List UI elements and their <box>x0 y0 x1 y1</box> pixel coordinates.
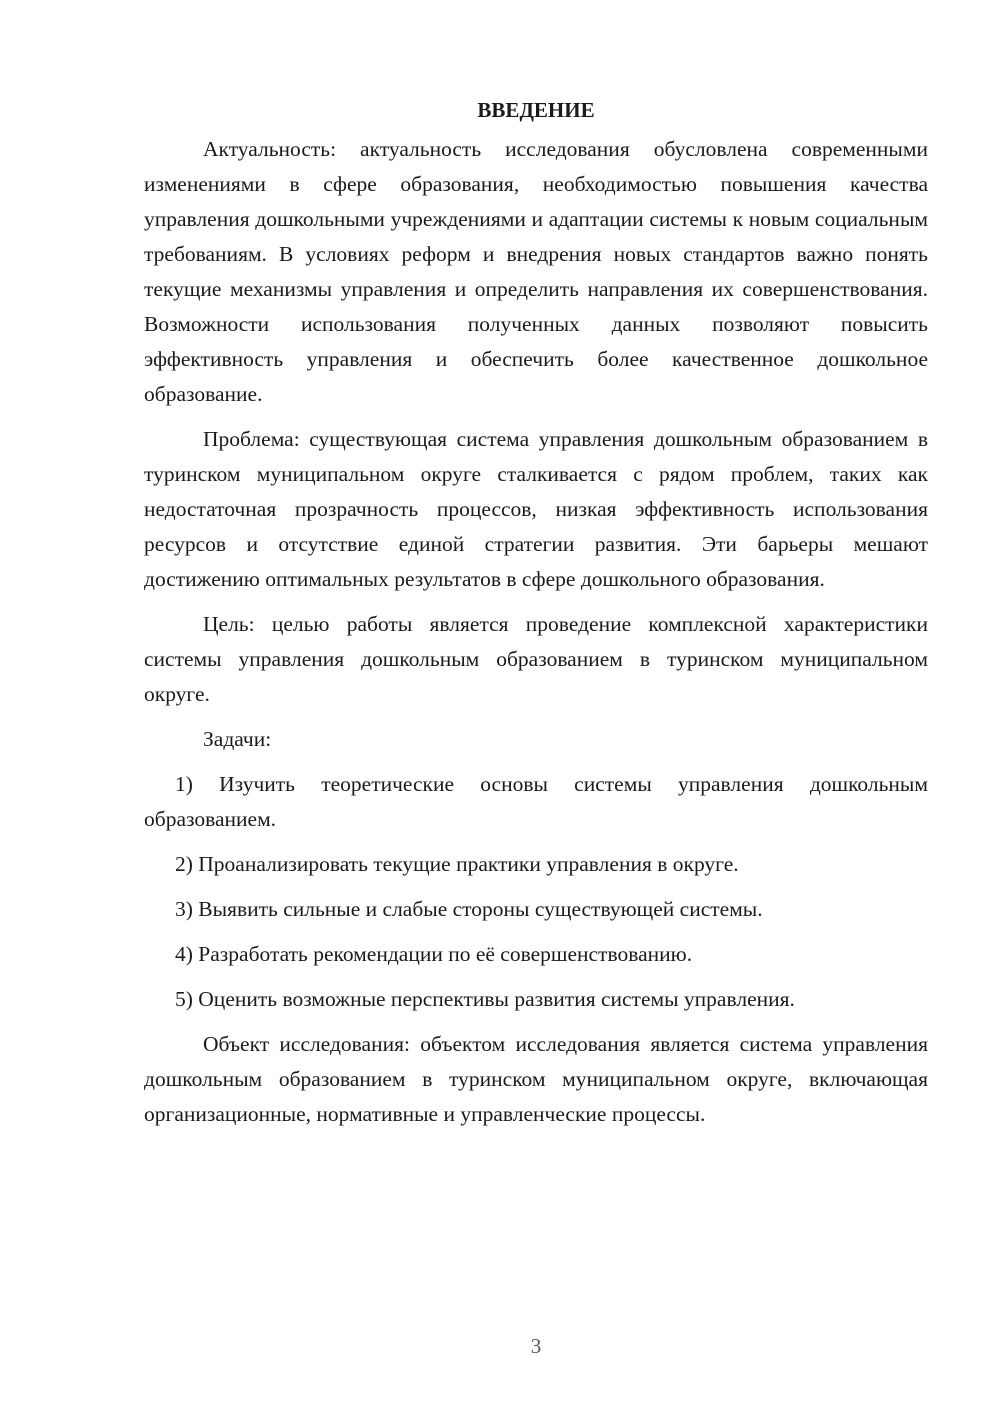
task-item-2: 2) Проанализировать текущие практики управления в округе. <box>175 852 739 876</box>
page-content <box>144 92 928 1142</box>
tasks-heading: Задачи: <box>203 727 272 751</box>
relevance-paragraph: Актуальность: актуальность исследования обусловлена современными изменениями в сфере образования, необходимостью повышения качества управления дошкольными учреждениями и адаптации системы к новым социальным требованиям. В условиях реформ и внедрения новых стандартов важно понять текущие механизмы управления и определить направления их совершенствования. Возможности использования полученных данных позволяют повысить эффективность управления и обеспечить более качественное дошкольное образование. <box>144 137 928 406</box>
task-item-3: 3) Выявить сильные и слабые стороны существующей системы. <box>175 897 763 921</box>
section-title: ВВЕДЕНИЕ <box>477 98 595 122</box>
problem-paragraph: Проблема: существующая система управления дошкольным образованием в туринском муниципальном округе сталкивается с рядом проблем, таких как недостаточная прозрачность процессов, низкая эффективность использования ресурсов и отсутствие единой стратегии развития. Эти барьеры мешают достижению оптимальных результатов в сфере дошкольного образования. <box>144 427 928 591</box>
task-item-4: 4) Разработать рекомендации по её совершенствованию. <box>175 942 693 966</box>
task-item-5: 5) Оценить возможные перспективы развития системы управления. <box>175 987 795 1011</box>
task-item-1: 1) Изучить теоретические основы системы управления дошкольным образованием. <box>144 772 928 831</box>
object-paragraph: Объект исследования: объектом исследования является система управления дошкольным образованием в туринском муниципальном округе, включающая организационные, нормативные и управленческие процессы. <box>144 1032 928 1126</box>
goal-paragraph: Цель: целью работы является проведение комплексной характеристики системы управления дошкольным образованием в туринском муниципальном округе. <box>144 612 928 706</box>
page-number: 3 <box>530 1334 542 1358</box>
